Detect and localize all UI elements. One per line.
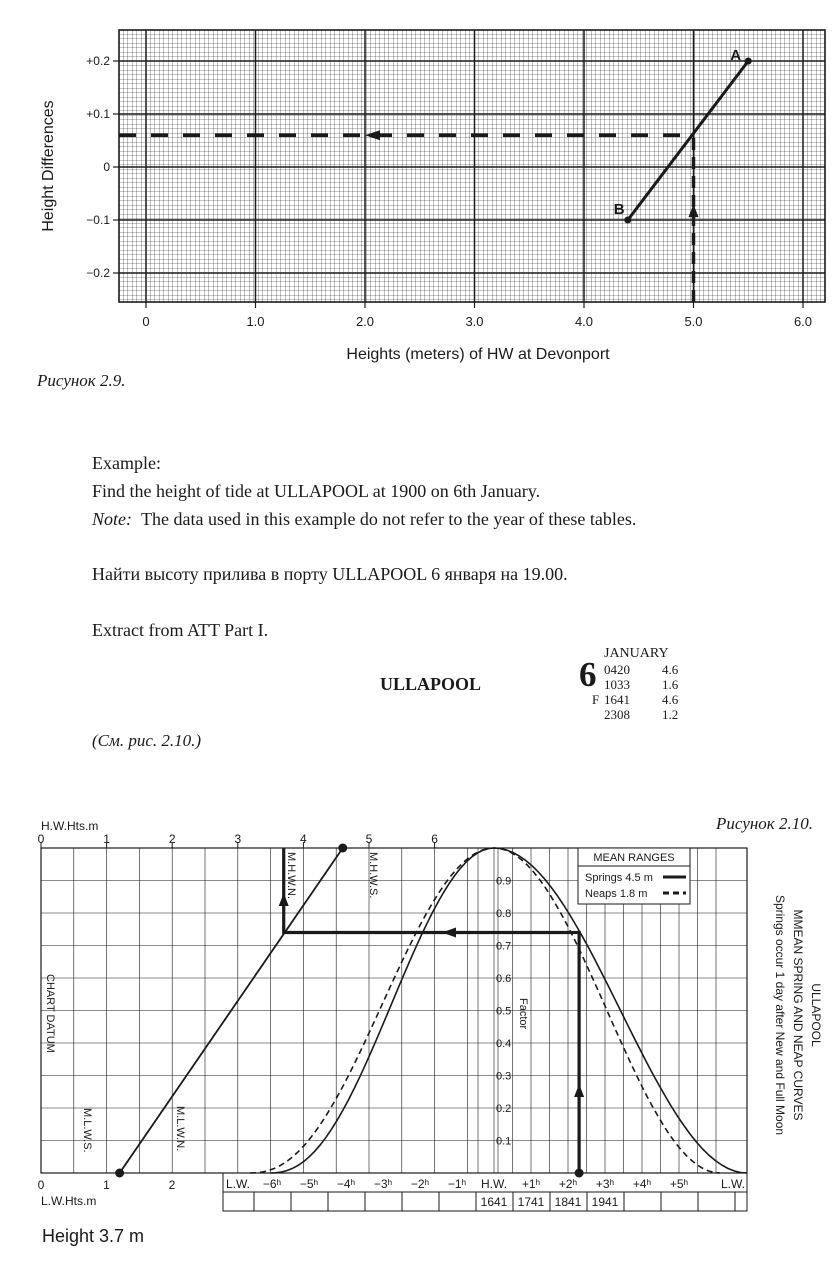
fig29-point-b xyxy=(624,217,631,224)
fig29-x-tick-label: 0 xyxy=(142,314,150,329)
fig210-top-tick-label: 4 xyxy=(300,832,307,846)
fig210-bottom-tick-label: 0 xyxy=(37,1178,45,1192)
figure-2-10-chart xyxy=(0,810,837,1220)
fig210-factor-tick-label: 0.9 xyxy=(496,875,512,888)
tide-table-month: JANUARY xyxy=(604,646,669,661)
example-note xyxy=(92,508,636,530)
fig210-factor-tick-label: 0.1 xyxy=(496,1135,512,1148)
tide-height: 1.2 xyxy=(662,707,679,722)
reading-arrow-up-time xyxy=(574,1084,584,1097)
fig29-label-a: A xyxy=(730,47,742,64)
time-tick-label: +3ʰ xyxy=(595,1177,615,1191)
russian-question: Найти высоту прилива в порту ULLAPOOL 6 января на 19.00. xyxy=(92,564,568,584)
time-tick-label: −2ʰ xyxy=(410,1177,430,1191)
time-value: 1741 xyxy=(517,1195,545,1209)
figure-2-9-caption: Рисунок 2.9. xyxy=(37,371,126,390)
tide-time: 2308 xyxy=(604,707,630,722)
tide-height: 1.6 xyxy=(662,677,679,692)
figure-2-9-chart xyxy=(0,0,837,372)
time-tick-label: +1ʰ xyxy=(521,1177,541,1191)
example-heading: Example: xyxy=(92,453,161,473)
time-tick-label: L.W. xyxy=(225,1177,251,1191)
fig210-top-tick-label: 1 xyxy=(103,832,110,846)
legend-neaps: Neaps 1.8 m xyxy=(585,888,648,900)
fig29-x-axis-label: Heights (meters) of HW at Devonport xyxy=(346,346,610,363)
fig210-factor-tick-label: 0.7 xyxy=(496,940,512,953)
time-tick-label: −1ʰ xyxy=(447,1177,467,1191)
time-tick-label: −5ʰ xyxy=(299,1177,319,1191)
fig210-bottom-tick-label: 2 xyxy=(168,1178,176,1192)
time-tick-label: −4ʰ xyxy=(336,1177,356,1191)
extract-heading: Extract from ATT Part I. xyxy=(92,620,269,640)
fig210-top-tick-label: 0 xyxy=(37,832,45,846)
fig210-top-tick-label: 6 xyxy=(431,832,438,846)
tide-time: 1641 xyxy=(604,692,630,707)
tide-height: 4.6 xyxy=(662,692,679,707)
fig29-y-tick-label: 0 xyxy=(103,160,110,174)
time-value: 1841 xyxy=(554,1195,582,1209)
fig29-y-tick-label: −0.2 xyxy=(86,266,110,280)
time-tick-label: −3ʰ xyxy=(373,1177,393,1191)
label-mlwn: M.L.W.N. xyxy=(174,1106,186,1152)
fig210-bottom-tick-label: 1 xyxy=(103,1178,110,1192)
fig210-time-strip xyxy=(223,1173,747,1211)
fig210-top-tick-label: 3 xyxy=(234,832,242,846)
label-chart-datum: CHART DATUM xyxy=(44,974,56,1053)
side-title-curves: MMEAN SPRING AND NEAP CURVES xyxy=(791,909,805,1121)
fig210-side-title xyxy=(773,895,823,1135)
fig210-top-tick-label: 2 xyxy=(168,832,176,846)
side-title-springs: Springs occur 1 day after New and Full Moon xyxy=(773,894,787,1136)
time-tick-label: H.W. xyxy=(481,1177,507,1191)
tide-table-day: 6 xyxy=(579,655,597,694)
note-label: Note: xyxy=(92,509,132,529)
time-value: 1941 xyxy=(591,1195,619,1209)
fig210-factor-tick-label: 0.2 xyxy=(496,1103,512,1115)
tide-time: 0420 xyxy=(604,662,630,677)
fig210-factor-tick-label: 0.8 xyxy=(496,908,512,920)
fig29-y-tick-label: +0.1 xyxy=(86,107,110,121)
fig29-y-axis-label: Height Differences xyxy=(40,100,57,232)
port-name: ULLAPOOL xyxy=(380,674,482,694)
side-title-port: ULLAPOOL xyxy=(809,983,823,1047)
see-figure-reference: (См. рис. 2.10.) xyxy=(92,731,202,750)
time-tick-label: +5ʰ xyxy=(669,1177,689,1191)
figure-2-10-caption: Рисунок 2.10. xyxy=(716,814,813,833)
label-mlws: M.L.W.S. xyxy=(81,1108,93,1153)
fig210-legend xyxy=(578,848,690,904)
time-tick-label: +2ʰ xyxy=(558,1177,578,1191)
time-tick-label: L.W. xyxy=(720,1177,746,1191)
fig29-x-tick-label: 3.0 xyxy=(465,314,484,329)
fig210-top-tick-label: 5 xyxy=(365,832,373,846)
range-point-hw xyxy=(338,844,347,853)
fig29-x-tick-label: 4.0 xyxy=(574,314,594,329)
note-text: The data used in this example do not refer to the year of these tables. xyxy=(141,509,637,529)
reading-arrow-left xyxy=(442,928,456,938)
label-mhwn: M.H.W.N. xyxy=(285,852,297,900)
fig29-x-tick-label: 5.0 xyxy=(684,314,703,329)
fig210-factor-tick-label: 0.5 xyxy=(496,1005,512,1018)
time-value: 1641 xyxy=(480,1195,508,1209)
fig210-factor-tick-label: 0.3 xyxy=(496,1070,512,1083)
label-mhws: M.H.W.S. xyxy=(367,852,379,899)
legend-title: MEAN RANGES xyxy=(593,852,675,864)
fig29-y-tick-label: −0.1 xyxy=(86,213,110,227)
fig29-x-tick-label: 6.0 xyxy=(793,314,813,329)
fig210-factor-tick-label: 0.4 xyxy=(496,1038,512,1050)
range-point-lw xyxy=(115,1169,124,1178)
legend-springs: Springs 4.5 m xyxy=(585,872,653,884)
fig29-y-tick-label: +0.2 xyxy=(86,54,110,68)
time-tick-label: +4ʰ xyxy=(632,1177,652,1191)
tide-time: 1033 xyxy=(604,677,630,692)
height-result: Height 3.7 m xyxy=(42,1226,145,1246)
fig29-label-b: B xyxy=(613,201,625,218)
fig210-factor-tick-label: 0.6 xyxy=(496,973,512,985)
example-question: Find the height of tide at ULLAPOOL at 1900 on 6th January. xyxy=(92,481,541,501)
fig29-x-tick-label: 2.0 xyxy=(355,314,375,329)
tide-flag: F xyxy=(592,692,600,707)
fig29-point-a xyxy=(745,58,752,65)
fig210-top-axis-label: H.W.Hts.m xyxy=(41,819,99,833)
fig210-factor-label: Factor xyxy=(517,998,529,1030)
tide-height: 4.6 xyxy=(662,662,679,677)
time-tick-label: −6ʰ xyxy=(262,1177,282,1191)
fig29-plot-area xyxy=(119,30,825,302)
fig29-x-tick-label: 1.0 xyxy=(246,314,265,329)
fig210-bottom-axis-label: L.W.Hts.m xyxy=(41,1194,97,1208)
